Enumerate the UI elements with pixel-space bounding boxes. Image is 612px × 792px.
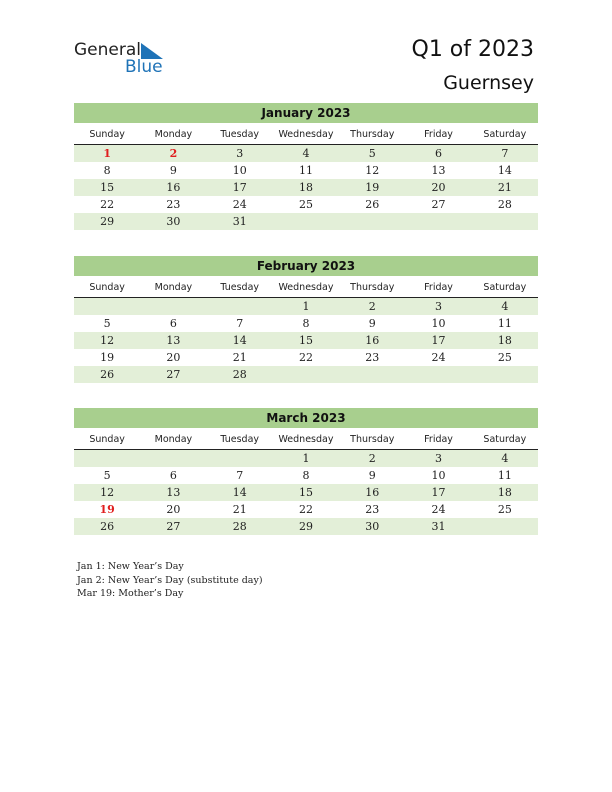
weekday-label: Thursday	[350, 282, 395, 293]
day-cell: 7	[236, 469, 244, 482]
weekday-header-row	[74, 280, 538, 298]
day-cell: 29	[100, 215, 115, 228]
week-row	[74, 145, 538, 162]
weekday-label: Thursday	[350, 434, 395, 445]
day-cell: 8	[302, 317, 310, 330]
empty-day-cell	[273, 213, 339, 230]
calendar-january	[74, 103, 538, 230]
empty-day-cell	[207, 298, 273, 315]
empty-day-cell	[405, 213, 471, 230]
week-row	[74, 298, 538, 315]
weekday-label: Wednesday	[278, 434, 334, 445]
day-cell: 11	[497, 317, 512, 330]
weekday-label: Friday	[424, 282, 453, 293]
day-cell: 1	[103, 147, 111, 160]
week-row	[74, 349, 538, 366]
day-cell: 9	[368, 317, 376, 330]
month-header: February 2023	[74, 256, 538, 276]
empty-day-cell	[140, 450, 206, 467]
day-cell: 4	[501, 452, 509, 465]
day-cell: 30	[365, 520, 380, 533]
day-cell: 13	[166, 486, 181, 499]
day-cell: 2	[368, 300, 376, 313]
weekday-label: Saturday	[483, 434, 527, 445]
weekday-label: Thursday	[350, 129, 395, 140]
day-cell: 15	[298, 486, 313, 499]
day-cell: 17	[431, 334, 446, 347]
day-cell: 23	[365, 503, 380, 516]
weekday-label: Sunday	[89, 282, 125, 293]
weekday-header-row	[74, 127, 538, 145]
day-cell: 1	[302, 300, 310, 313]
week-row	[74, 467, 538, 484]
day-cell: 18	[497, 486, 512, 499]
day-cell: 5	[103, 469, 111, 482]
empty-day-cell	[74, 298, 140, 315]
day-cell: 23	[166, 198, 181, 211]
day-cell: 18	[497, 334, 512, 347]
day-cell: 5	[368, 147, 376, 160]
week-row	[74, 162, 538, 179]
day-cell: 28	[497, 198, 512, 211]
month-header: March 2023	[74, 408, 538, 428]
empty-day-cell	[207, 450, 273, 467]
week-row	[74, 179, 538, 196]
day-cell: 31	[431, 520, 446, 533]
day-cell: 15	[100, 181, 115, 194]
day-cell: 9	[169, 164, 177, 177]
day-cell: 24	[232, 198, 247, 211]
day-cell: 19	[99, 503, 115, 516]
day-cell: 14	[497, 164, 512, 177]
day-cell: 10	[431, 317, 446, 330]
day-cell: 21	[497, 181, 512, 194]
day-cell: 9	[368, 469, 376, 482]
day-cell: 4	[302, 147, 310, 160]
day-cell: 26	[100, 520, 115, 533]
day-cell: 6	[435, 147, 443, 160]
day-cell: 11	[497, 469, 512, 482]
day-cell: 20	[166, 351, 181, 364]
day-cell: 26	[365, 198, 380, 211]
day-cell: 16	[166, 181, 181, 194]
day-cell: 30	[166, 215, 181, 228]
day-cell: 20	[431, 181, 446, 194]
day-cell: 5	[103, 317, 111, 330]
day-cell: 27	[166, 368, 181, 381]
weekday-label: Tuesday	[220, 434, 260, 445]
holiday-note: Mar 19: Mother’s Day	[77, 588, 184, 599]
day-cell: 7	[236, 317, 244, 330]
day-cell: 25	[497, 351, 512, 364]
day-cell: 10	[431, 469, 446, 482]
day-cell: 16	[365, 486, 380, 499]
weekday-label: Monday	[154, 434, 193, 445]
day-cell: 13	[431, 164, 446, 177]
logo-blue-text: Blue	[125, 57, 163, 77]
week-row	[74, 450, 538, 467]
day-cell: 1	[302, 452, 310, 465]
empty-day-cell	[405, 366, 471, 383]
day-cell: 27	[166, 520, 181, 533]
weekday-label: Wednesday	[278, 282, 334, 293]
empty-day-cell	[140, 298, 206, 315]
day-cell: 24	[431, 351, 446, 364]
day-cell: 19	[100, 351, 115, 364]
day-cell: 3	[236, 147, 244, 160]
day-cell: 2	[169, 147, 178, 160]
day-cell: 11	[298, 164, 313, 177]
day-cell: 26	[100, 368, 115, 381]
weekday-label: Monday	[154, 282, 193, 293]
day-cell: 13	[166, 334, 181, 347]
page-title: Q1 of 2023	[411, 37, 534, 62]
day-cell: 4	[501, 300, 509, 313]
day-cell: 12	[365, 164, 380, 177]
day-cell: 25	[298, 198, 313, 211]
day-cell: 24	[431, 503, 446, 516]
day-cell: 31	[232, 215, 247, 228]
day-cell: 7	[501, 147, 509, 160]
empty-day-cell	[472, 366, 538, 383]
day-cell: 6	[169, 317, 177, 330]
day-cell: 16	[365, 334, 380, 347]
empty-day-cell	[339, 213, 405, 230]
weekday-label: Saturday	[483, 282, 527, 293]
day-cell: 21	[232, 503, 247, 516]
weekday-label: Monday	[154, 129, 193, 140]
week-row	[74, 196, 538, 213]
week-row	[74, 332, 538, 349]
day-cell: 27	[431, 198, 446, 211]
holiday-notes	[77, 560, 263, 601]
weekday-label: Tuesday	[220, 282, 260, 293]
week-row	[74, 213, 538, 230]
day-cell: 18	[298, 181, 313, 194]
day-cell: 28	[232, 368, 247, 381]
day-cell: 14	[232, 486, 247, 499]
weekday-label: Sunday	[89, 434, 125, 445]
day-cell: 12	[100, 486, 115, 499]
week-row	[74, 501, 538, 518]
day-cell: 17	[232, 181, 247, 194]
empty-day-cell	[339, 366, 405, 383]
day-cell: 10	[232, 164, 247, 177]
page-subtitle: Guernsey	[443, 72, 534, 94]
weekday-label: Wednesday	[278, 129, 334, 140]
day-cell: 22	[298, 351, 313, 364]
day-cell: 23	[365, 351, 380, 364]
weekday-label: Tuesday	[220, 129, 260, 140]
empty-day-cell	[472, 518, 538, 535]
empty-day-cell	[74, 450, 140, 467]
day-cell: 22	[100, 198, 115, 211]
day-cell: 19	[365, 181, 380, 194]
day-cell: 28	[232, 520, 247, 533]
month-header: January 2023	[74, 103, 538, 123]
weekday-label: Friday	[424, 434, 453, 445]
day-cell: 15	[298, 334, 313, 347]
holiday-note: Jan 1: New Year’s Day	[77, 561, 184, 572]
day-cell: 8	[302, 469, 310, 482]
empty-day-cell	[273, 366, 339, 383]
empty-day-cell	[472, 213, 538, 230]
day-cell: 25	[497, 503, 512, 516]
day-cell: 12	[100, 334, 115, 347]
weekday-label: Sunday	[89, 129, 125, 140]
logo-general-text: General	[74, 40, 141, 60]
calendar-march	[74, 408, 538, 535]
day-cell: 8	[103, 164, 111, 177]
weekday-header-row	[74, 432, 538, 450]
weekday-label: Saturday	[483, 129, 527, 140]
day-cell: 21	[232, 351, 247, 364]
week-row	[74, 315, 538, 332]
day-cell: 20	[166, 503, 181, 516]
day-cell: 6	[169, 469, 177, 482]
day-cell: 17	[431, 486, 446, 499]
day-cell: 14	[232, 334, 247, 347]
week-row	[74, 366, 538, 383]
day-cell: 3	[435, 300, 443, 313]
day-cell: 2	[368, 452, 376, 465]
day-cell: 22	[298, 503, 313, 516]
holiday-note: Jan 2: New Year’s Day (substitute day)	[77, 574, 263, 586]
day-cell: 29	[298, 520, 313, 533]
calendar-february	[74, 256, 538, 383]
week-row	[74, 518, 538, 535]
week-row	[74, 484, 538, 501]
day-cell: 3	[435, 452, 443, 465]
weekday-label: Friday	[424, 129, 453, 140]
